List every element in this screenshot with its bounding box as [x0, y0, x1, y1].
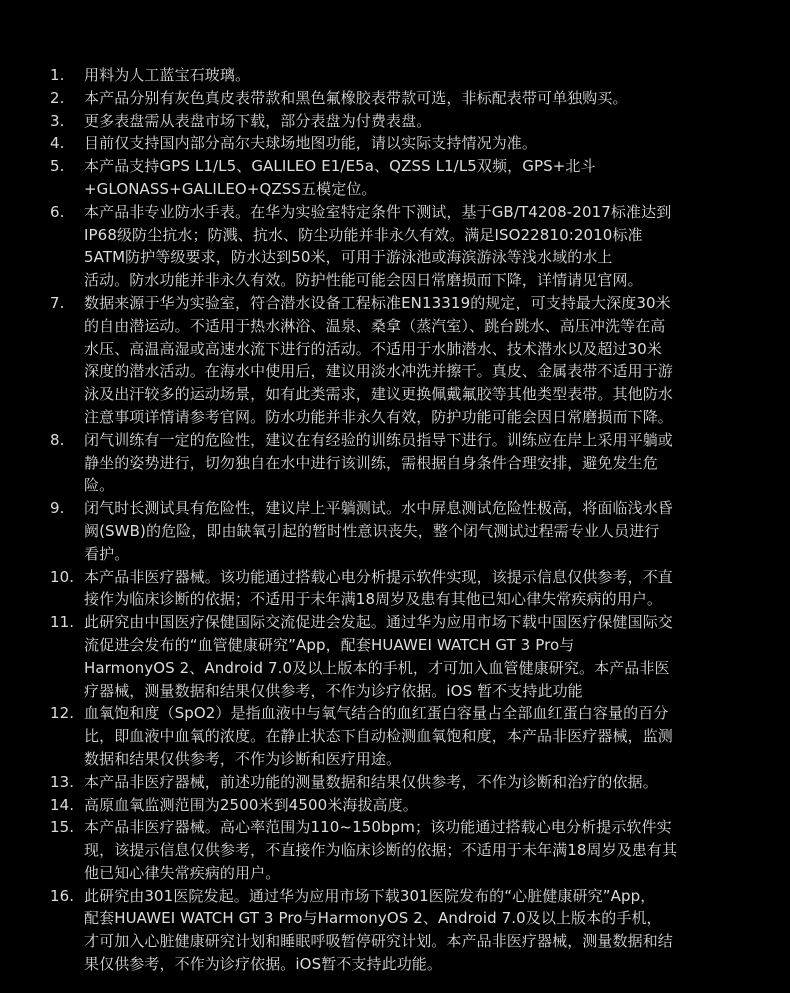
footnote-number: 11. — [50, 613, 75, 632]
footnote-number: 8. — [50, 430, 65, 449]
footnote-text: 此研究由中国医疗保健国际交流促进会发起。通过华为应用市场下载中国医疗保健国际交 流促进会发布的“血管健康研究”App，配套HUAWEI WATCH GT 3 Pro与 HarmonyOS 2、Android 7.0及以上版本的手机，才可加入血管健康研究。本产品非医 疗器械，测量数据和结果仅供参考，不作为诊疗依据。iOS 暂不支持此功能 — [84, 613, 673, 700]
footnote-text: 本产品支持GPS L1/L5、GALILEO E1/E5a、QZSS L1/L5双频，GPS+北斗 +GLONASS+GALILEO+QZSS五模定位。 — [84, 157, 596, 198]
footnote-number: 5. — [50, 157, 65, 176]
footnote-number: 12. — [50, 704, 75, 723]
footnote-item — [50, 816, 746, 884]
footnote-item — [50, 794, 746, 817]
footnote-text: 本产品非医疗器械。高心率范围为110~150bpm；该功能通过搭载心电分析提示软件实 现，该提示信息仅供参考，不直接作为临床诊断的依据；不适用于未年满18周岁及患有其 他已知心律失常疾病的用户。 — [84, 818, 678, 882]
footnote-item — [50, 885, 746, 976]
footnote-item — [50, 87, 746, 110]
footnote-item — [50, 292, 746, 429]
footnote-number: 6. — [50, 202, 65, 221]
footnote-text: 血氧饱和度（SpO2）是指血液中与氧气结合的血红蛋白容量占全部血红蛋白容量的百分 比，即血液中血氧的浓度。在静止状态下自动检测血氧饱和度，本产品非医疗器械，监测 数据和结果仅供参考，不作为诊断和医疗用途。 — [84, 704, 673, 768]
footnote-number: 2. — [50, 88, 65, 107]
footnote-item — [50, 110, 746, 133]
footnote-number: 1. — [50, 66, 65, 84]
footnote-text: 用料为人工蓝宝石玻璃。 — [84, 66, 251, 84]
footnote-item — [50, 702, 746, 770]
footnote-text: 闭气训练有一定的危险性，建议在有经验的训练员指导下进行。训练应在岸上采用平躺或 静坐的姿势进行，切勿独自在水中进行该训练，需根据自身条件合理安排，避免发生危 险。 — [84, 430, 673, 495]
footnote-text: 本产品非医疗器械。该功能通过搭载心电分析提示软件实现，该提示信息仅供参考，不直 接作为临床诊断的依据；不适用于未年满18周岁及患有其他已知心律失常疾病的用户。 — [84, 567, 673, 609]
footnote-text: 此研究由301医院发起。通过华为应用市场下载301医院发布的“心脏健康研究”App， 配套HUAWEI WATCH GT 3 Pro与HarmonyOS 2、Android 7.0及以上版本的手机， 才可加入心脏健康研究计划和睡眠呼吸暂停研究计划。本产品非医疗器械，测量数据和结 果仅供参考，不作为诊疗依据。iOS暂不支持此功能。 — [84, 886, 673, 974]
footnote-number: 4. — [50, 134, 65, 153]
footnote-text: 目前仅支持国内部分高尔夫球场地图功能，请以实际支持情况为准。 — [84, 134, 538, 153]
footnote-text: 闭气时长测试具有危险性，建议岸上平躺测试。水中屏息测试危险性极高，将面临浅水昏 阙(SWB)的危险，即由缺氧引起的暂时性意识丧失，整个闭气测试过程需专业人员进行 看护。 — [84, 499, 673, 563]
footnote-item — [50, 611, 746, 702]
footnote-text: 更多表盘需从表盘市场下载，部分表盘为付费表盘。 — [84, 111, 432, 130]
footnote-number: 13. — [50, 772, 75, 791]
footnote-number: 7. — [50, 293, 65, 312]
footnote-item — [50, 497, 746, 565]
footnote-item — [50, 566, 746, 612]
footnote-item — [50, 64, 746, 87]
footnote-text: 本产品非专业防水手表。在华为实验室特定条件下测试，基于GB/T4208-2017标准达到 IP68级防尘抗水；防溅、抗水、防尘功能并非永久有效。满足ISO22810:2010标准 5ATM防护等级要求，防水达到50米，可用于游泳池或海滨游泳等浅水域的水上 活动。防水功能并非永久有效。防护性能可能会因日常磨损而下降，详情请见官网。 — [84, 202, 672, 290]
footnote-item — [50, 429, 746, 497]
footnote-text: 高原血氧监测范围为2500米到4500米海拔高度。 — [84, 795, 418, 814]
footnote-number: 14. — [50, 795, 75, 814]
footnote-item — [50, 771, 746, 794]
footnote-number: 10. — [50, 567, 75, 586]
footnote-number: 3. — [50, 111, 65, 130]
footnote-number: 16. — [50, 886, 75, 905]
footnote-item — [50, 155, 746, 201]
footnote-list — [50, 64, 746, 976]
footnote-text: 本产品分别有灰色真皮表带款和黑色氟橡胶表带款可选，非标配表带可单独购买。 — [84, 88, 628, 107]
footnote-number: 15. — [50, 818, 75, 837]
footnote-text: 本产品非医疗器械，前述功能的测量数据和结果仅供参考，不作为诊断和治疗的依据。 — [84, 772, 658, 791]
footnote-text: 数据来源于华为实验室，符合潜水设备工程标准EN13319的规定，可支持最大深度30米 的自由潜运动。不适用于热水淋浴、温泉、桑拿（蒸汽室）、跳台跳水、高压冲洗等在高 水压、高温高湿或高速水流下进行的活动。不适用于水肺潜水、技术潜水以及超过30米 深度的潜水活动。在海水中使用后，建议用淡水冲洗并擦干。真皮、金属表带不适用于游 泳及出汗较多的运动场景，如有此类需求，建议更换佩戴氟胶等其他类型表带。其他防水 注意事项详情请参考官网。防水功能并非永久有效，防护功能可能会因日常磨损而下降。 — [84, 293, 673, 426]
footnote-item — [50, 132, 746, 155]
footnote-item — [50, 201, 746, 292]
footnote-number: 9. — [50, 499, 65, 518]
